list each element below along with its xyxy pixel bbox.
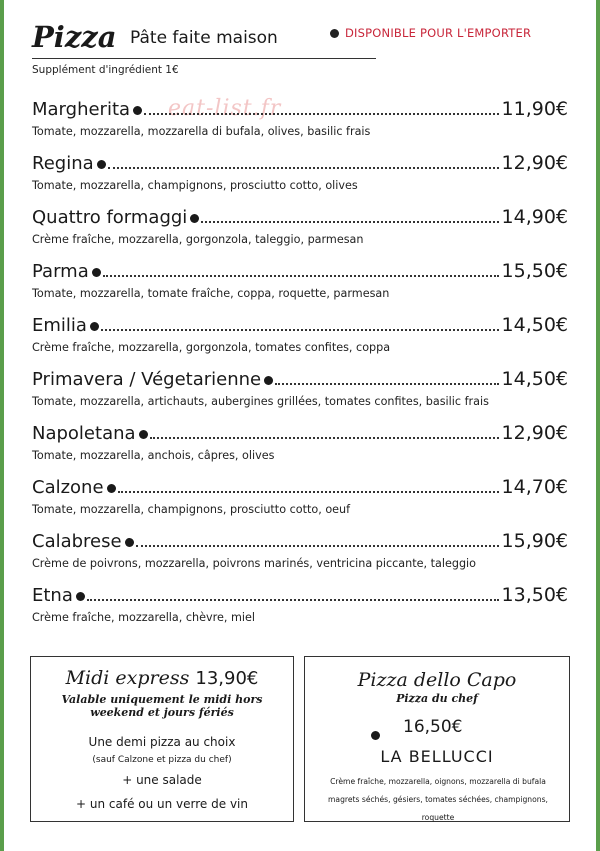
menu-item-calabrese [32, 530, 568, 584]
item-description: Tomate, mozzarella, mozzarella di bufala, olives, basilic frais [32, 125, 371, 138]
chef-pizza-box [304, 656, 570, 822]
item-name: Regina [32, 153, 94, 174]
midi-offer-exception: (sauf Calzone et pizza du chef) [92, 755, 232, 765]
item-price: 12,90€ [501, 422, 568, 444]
midi-express-box [30, 656, 294, 822]
item-name: Margherita [32, 99, 131, 120]
item-name: Etna [32, 585, 73, 606]
midi-note-line: Valable uniquement le midi hors [61, 693, 263, 706]
dotted-leader [136, 545, 499, 547]
item-price: 14,70€ [501, 476, 568, 498]
item-price: 14,50€ [501, 314, 568, 336]
midi-offer-line: Une demi pizza au choix [88, 735, 236, 749]
midi-note [31, 693, 293, 719]
menu-item-regina [32, 152, 568, 206]
chef-pizza-name: LA BELLUCCI [380, 747, 494, 766]
menu-header [32, 20, 572, 80]
takeaway-dot-icon [90, 322, 99, 331]
chef-pizza-title: Pizza dello Capo [357, 669, 517, 691]
takeaway-notice [330, 26, 531, 40]
header-divider [32, 58, 376, 59]
item-price: 15,90€ [501, 530, 568, 552]
item-price: 14,50€ [501, 368, 568, 390]
watermark: eat-list.fr [168, 96, 282, 121]
midi-price: 13,90€ [195, 668, 259, 689]
menu-item-calzone [32, 476, 568, 530]
dotted-leader [87, 599, 499, 601]
item-description: Tomate, mozzarella, champignons, prosciutto cotto, olives [32, 179, 358, 192]
item-description: Crème fraîche, mozzarella, gorgonzola, tomates confites, coppa [32, 341, 391, 354]
midi-note-line: weekend et jours fériés [90, 706, 234, 719]
item-description: Crème fraîche, mozzarella, gorgonzola, taleggio, parmesan [32, 233, 364, 246]
item-price: 15,50€ [501, 260, 568, 282]
takeaway-dot-icon [330, 29, 339, 38]
item-description: Crème de poivrons, mozzarella, poivrons marinés, ventricina piccante, taleggio [32, 557, 476, 570]
section-subtitle: Pâte faite maison [130, 28, 278, 48]
item-name: Emilia [32, 315, 87, 336]
menu-item-emilia [32, 314, 568, 368]
midi-offer-line: + un café ou un verre de vin [76, 797, 248, 811]
takeaway-dot-icon [139, 430, 148, 439]
supplement-note: Supplément d'ingrédient 1€ [32, 64, 179, 76]
item-name: Calzone [32, 477, 104, 498]
menu-item-quattro-formaggi [32, 206, 568, 260]
item-description: Tomate, mozzarella, anchois, câpres, olives [32, 449, 275, 462]
dotted-leader [103, 275, 499, 277]
item-description: Tomate, mozzarella, tomate fraîche, coppa, roquette, parmesan [32, 287, 390, 300]
item-description: Tomate, mozzarella, champignons, prosciutto cotto, oeuf [32, 503, 351, 516]
chef-pizza-description-line: Crème fraîche, mozzarella, oignons, mozzarella di bufala [330, 777, 546, 786]
menu-item-parma [32, 260, 568, 314]
chef-pizza-price: 16,50€ [403, 717, 463, 737]
chef-pizza-description-line: magrets séchés, gésiers, tomates séchées, champignons, roquette [328, 795, 548, 822]
item-name: Quattro formaggi [32, 207, 188, 228]
takeaway-dot-icon [264, 376, 273, 385]
takeaway-dot-icon [92, 268, 101, 277]
dotted-leader [118, 491, 499, 493]
dotted-leader [144, 113, 498, 115]
chef-pizza-subtitle: Pizza du chef [396, 692, 478, 705]
dotted-leader [150, 437, 499, 439]
takeaway-dot-icon [97, 160, 106, 169]
item-price: 13,50€ [501, 584, 568, 606]
midi-title-text: Midi express [65, 667, 190, 689]
takeaway-dot-icon [133, 106, 142, 115]
menu-item-margherita [32, 98, 568, 152]
dotted-leader [101, 329, 499, 331]
menu-item-napoletana [32, 422, 568, 476]
midi-title [31, 667, 293, 689]
takeaway-dot-icon [190, 214, 199, 223]
item-price: 14,90€ [501, 206, 568, 228]
dotted-leader [275, 383, 498, 385]
midi-offer-line: + une salade [122, 773, 202, 787]
takeaway-dot-icon [371, 731, 380, 740]
item-description: Tomate, mozzarella, artichauts, aubergines grillées, tomates confites, basilic frais [32, 395, 489, 408]
takeaway-dot-icon [76, 592, 85, 601]
item-price: 11,90€ [501, 98, 568, 120]
item-description: Crème fraîche, mozzarella, chèvre, miel [32, 611, 255, 624]
item-name: Napoletana [32, 423, 136, 444]
item-price: 12,90€ [501, 152, 568, 174]
chef-pizza-description [311, 773, 565, 827]
takeaway-dot-icon [125, 538, 134, 547]
dotted-leader [201, 221, 498, 223]
dotted-leader [108, 167, 499, 169]
menu-item-etna [32, 584, 568, 638]
item-name: Primavera / Végetarienne [32, 369, 262, 390]
section-title: Pizza [32, 20, 117, 54]
item-name: Parma [32, 261, 89, 282]
menu-item-primavera [32, 368, 568, 422]
takeaway-text: DISPONIBLE POUR L'EMPORTER [345, 26, 532, 40]
takeaway-dot-icon [107, 484, 116, 493]
item-name: Calabrese [32, 531, 122, 552]
